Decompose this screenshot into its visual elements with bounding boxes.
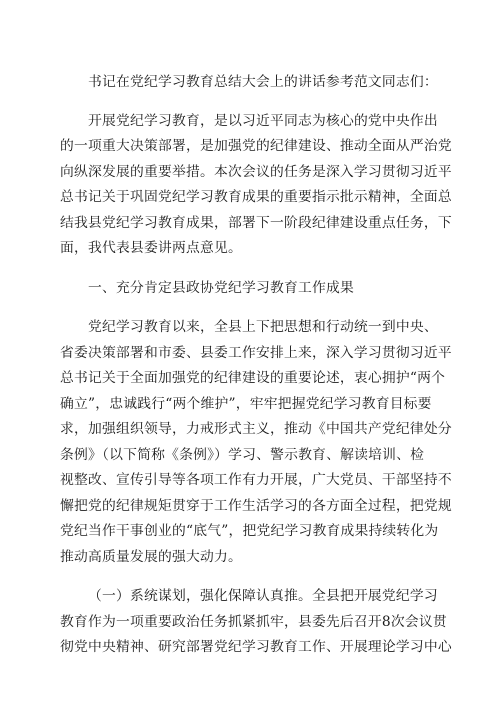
text-line: 教育作为一项重要政治任务抓紧抓牢，县委先后召开8次会议贯: [60, 613, 447, 630]
text-line: 一、充分肯定县政协党纪学习教育工作成果: [88, 279, 354, 296]
text-line: 求，加强组织领导，力戒形式主义，推动《中国共产党纪律处分: [60, 421, 452, 437]
text-line: 党纪当作干事创业的“底气”，把党纪学习教育成果持续转化为: [60, 523, 439, 539]
text-line: 结我县党纪学习教育成果，部署下一阶段纪律建设重点任务，下: [60, 214, 452, 231]
text-line: 向纵深发展的重要举措。本次会议的任务是深入学习贯彻习近平: [60, 163, 452, 180]
text-line: 条例》（以下简称《条例》）学习、警示教育、解读培训、检: [60, 446, 425, 463]
text-line: 面，我代表县委讲两点意见。: [60, 240, 242, 256]
section-paragraph: [60, 315, 452, 570]
intro-paragraph: [60, 109, 452, 262]
text-line: 懈把党的纪律规矩贯穿于工作生活学习的各方面全过程，把党规: [60, 497, 452, 514]
text-line: 省委决策部署和市委、县委工作安排上来，深入学习贯彻习近平: [60, 344, 452, 361]
text-line: 彻党中央精神、研究部署党纪学习教育工作、开展理论学习中心: [60, 639, 452, 655]
text-line: 书记在党纪学习教育总结大会上的讲话参考范文同志们：: [88, 74, 438, 90]
text-line: 视整改、宣传引导等各项工作有力开展，广大党员、干部坚持不: [60, 472, 452, 488]
section-heading: [60, 276, 432, 302]
document-body: [60, 70, 452, 675]
greeting-line: [60, 70, 438, 96]
text-line: 总书记关于全面加强党的纪律建设的重要论述，衷心拥护“两个: [60, 370, 446, 386]
subsection-paragraph: [60, 584, 452, 661]
text-line: 推动高质量发展的强大动力。: [60, 548, 242, 565]
text-line: （一）系统谋划，强化保障认真推。全县把开展党纪学习: [88, 588, 438, 604]
text-line: 党纪学习教育以来，全县上下把思想和行动统一到中央、: [88, 319, 438, 335]
text-line: 开展党纪学习教育，是以习近平同志为核心的党中央作出: [88, 112, 438, 129]
text-line: 确立”，忠诚践行“两个维护”，牢牢把握党纪学习教育目标要: [60, 395, 432, 412]
text-line: 总书记关于巩固党纪学习教育成果的重要指示批示精神，全面总: [60, 189, 452, 205]
text-line: 的一项重大决策部署，是加强党的纪律建设、推动全面从严治党: [60, 138, 452, 154]
